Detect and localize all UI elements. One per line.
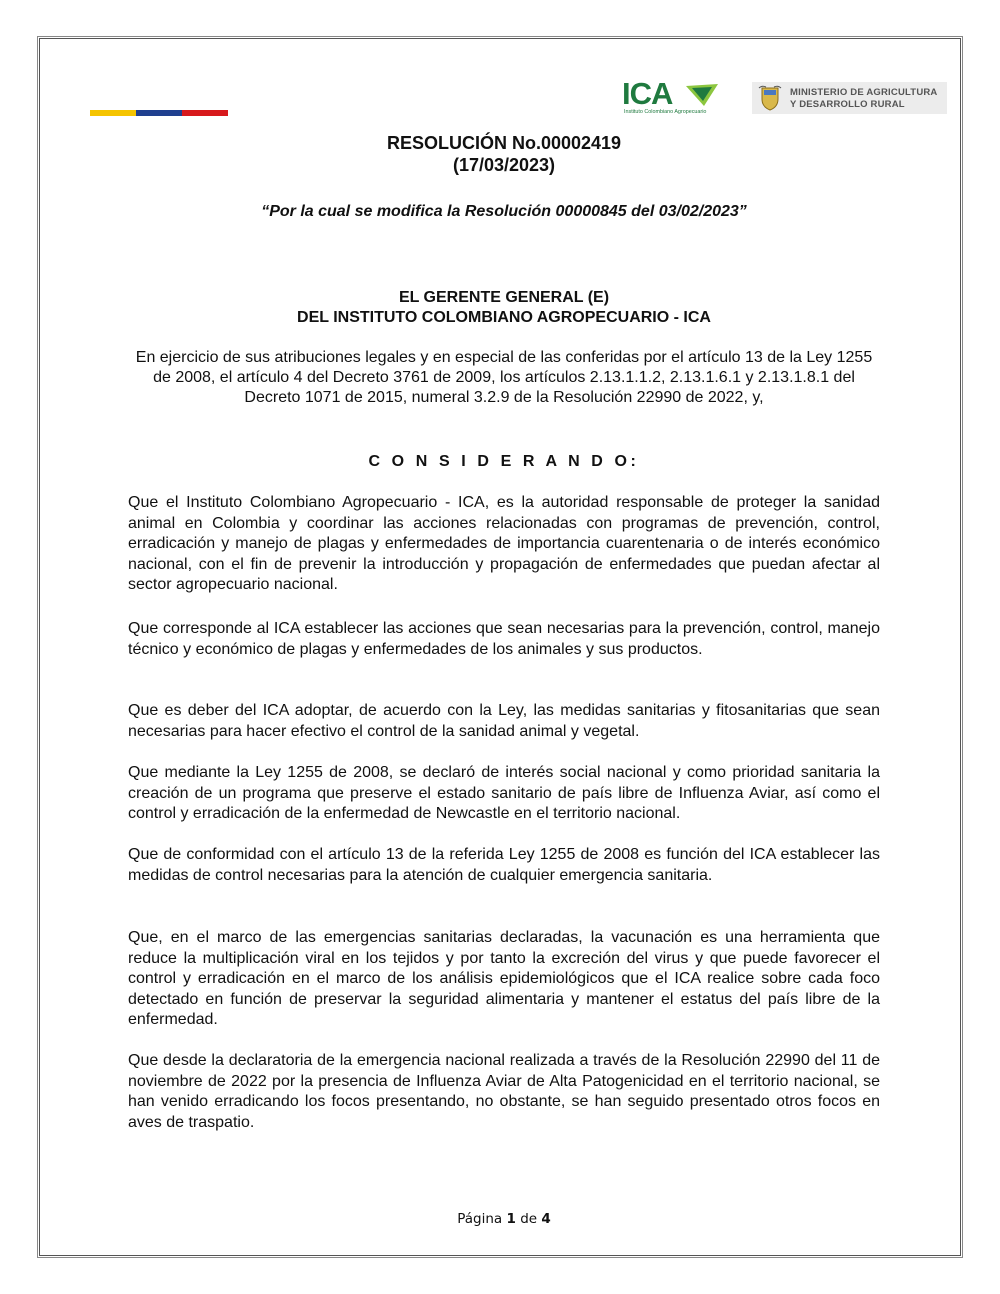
considerando-heading: C O N S I D E R A N D O: xyxy=(368,453,640,470)
considerando-paragraph: Que de conformidad con el artículo 13 de la referida Ley 1255 de 2008 es función del ICA establecer las medidas de control necesarias para la atención de cualquier emergencia sanitaria. xyxy=(128,846,880,884)
ica-logo xyxy=(622,78,720,116)
authority-intro: En ejercicio de sus atribuciones legales y en especial de las conferidas por el artículo 13 de la Ley 1255 de 2008, el artículo 4 del Decreto 3761 de 2009, los artículos 2.13.1.1.2, 2.13.1.6.1 y 2.13.1.8.1 del Decreto 1071 de 2015, numeral 3.2.9 de la Resolución 22990 de 2022, y, xyxy=(135,349,873,406)
ministry-name-line2: Y DESARROLLO RURAL xyxy=(790,99,905,110)
ministry-logo xyxy=(752,82,947,114)
authority-line2: DEL INSTITUTO COLOMBIANO AGROPECUARIO - ICA xyxy=(297,309,711,326)
colombia-coat-of-arms-icon xyxy=(758,85,782,111)
footer-sep: de xyxy=(520,1211,538,1227)
considerando-paragraph: Que desde la declaratoria de la emergencia nacional realizada a través de la Resolución 22990 del 11 de noviembre de 2022 por la presencia de Influenza Aviar de Alta Patogenicidad en el territorio nacional, se han venido erradicando los focos presentando, no obstante, se han seguido presentado otros focos en aves de traspatio. xyxy=(128,1052,880,1131)
ministry-name-line1: MINISTERIO DE AGRICULTURA xyxy=(790,87,938,98)
resolution-date: (17/03/2023) xyxy=(452,155,556,175)
ica-logo-word: ICA xyxy=(622,76,673,111)
resolution-title: RESOLUCIÓN No.00002419 xyxy=(386,133,622,153)
resolution-subject: “Por la cual se modifica la Resolución 00000845 del 03/02/2023” xyxy=(261,203,747,220)
ica-logo-tagline: Instituto Colombiano Agropecuario xyxy=(624,109,707,115)
footer-prefix: Página xyxy=(457,1211,503,1227)
footer-total: 4 xyxy=(541,1211,551,1227)
footer-page: 1 xyxy=(506,1211,516,1227)
colombia-flag-bar xyxy=(90,110,228,116)
considerando-paragraph: Que el Instituto Colombiano Agropecuario - ICA, es la autoridad responsable de proteger la sanidad animal en Colombia y coordinar las acciones relacionadas con programas de prevención, control, erradicación y manejo de plagas y enfermedades de importancia cuarentenaria o de interés económico nacional, con el fin de prevenir la introducción y propagación de enfermedades que puedan afectar al sector agropecuario nacional. xyxy=(128,494,880,593)
page-number-footer xyxy=(128,1211,880,1227)
considerando-paragraph: Que corresponde al ICA establecer las acciones que sean necesarias para la prevención, control, manejo técnico y económico de plagas y enfermedades de los animales y sus productos. xyxy=(128,620,880,658)
considerando-paragraph: Que mediante la Ley 1255 de 2008, se declaró de interés social nacional y como prioridad sanitaria la creación de un programa que preserve el estado sanitario de país libre de Influenza Aviar, así como el control y erradicación de la enfermedad de Newcastle en el territorio nacional. xyxy=(128,764,880,822)
considerando-paragraph: Que, en el marco de las emergencias sanitarias declaradas, la vacunación es una herramienta que reduce la multiplicación viral en los tejidos y por tanto la excreción del virus y que puede favorecer el control y erradicación en el marco de los análisis epidemiológicos que el ICA realice sobre cada foco detectado en función de preservar la seguridad alimentaria y mantener el estatus del país libre de la enfermedad. xyxy=(128,929,880,1028)
authority-line1: EL GERENTE GENERAL (E) xyxy=(398,289,610,306)
ica-leaf-icon xyxy=(684,82,720,108)
considerando-paragraph: Que es deber del ICA adoptar, de acuerdo con la Ley, las medidas sanitarias y fitosanitarias que sean necesarias para hacer efectivo el control de la sanidad animal y vegetal. xyxy=(128,702,880,740)
